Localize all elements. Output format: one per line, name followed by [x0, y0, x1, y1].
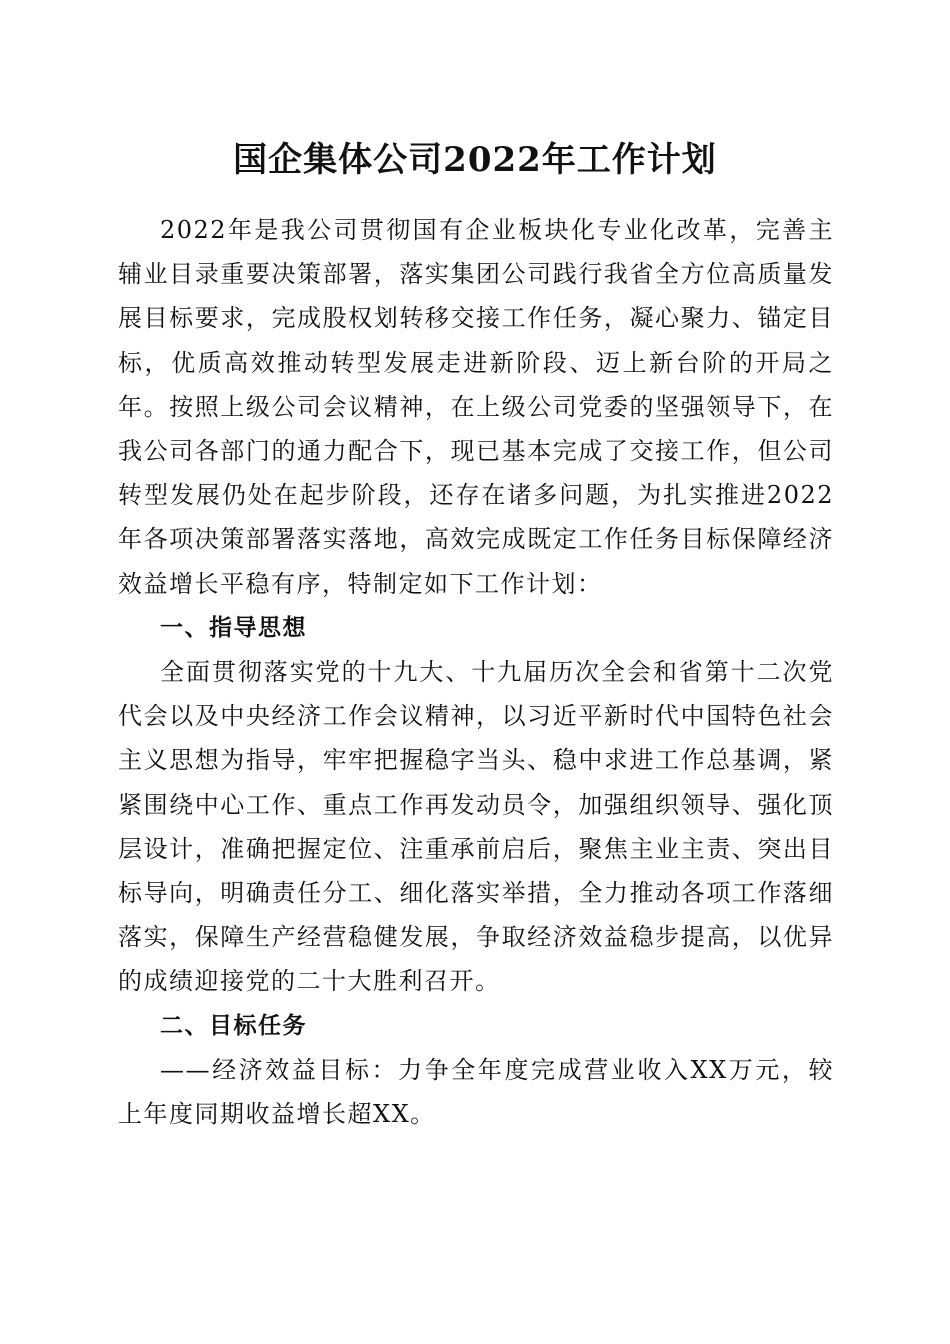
document-title: 国企集体公司2022年工作计划	[233, 140, 717, 180]
intro-paragraph: 2022年是我公司贯彻国有企业板块化专业化改革，完善主辅业目录重要决策部署，落实集团公司践行我省全方位高质量发展目标要求，完成股权划转移交接工作任务，凝心聚力、锚定目标，优质高效推动转型发展走进新阶段、迈上新台阶的开局之年。按照上级公司会议精神，在上级公司党委的坚强领导下，在我公司各部门的通力配合下，现已基本完成了交接工作，但公司转型发展仍处在起步阶段，还存在诸多问题，为扎实推进2022年各项决策部署落实落地，高效完成既定工作任务目标保障经济效益增长平稳有序，特制定如下工作计划：	[118, 216, 834, 598]
document-body	[118, 208, 834, 1136]
guiding-ideology-paragraph: 全面贯彻落实党的十九大、十九届历次全会和省第十二次党代会以及中央经济工作会议精神，以习近平新时代中国特色社会主义思想为指导，牢牢把握稳字当头、稳中求进工作总基调，紧紧围绕中心工作、重点工作再发动员令，加强组织领导、强化顶层设计，准确把握定位、注重承前启后，聚焦主业主责、突出目标导向，明确责任分工、细化落实举措，全力推动各项工作落细落实，保障生产经营稳健发展，争取经济效益稳步提高，以优异的成绩迎接党的二十大胜利召开。	[118, 658, 834, 996]
section-heading-goals-tasks: 二、目标任务	[160, 1012, 307, 1039]
section-heading-guiding-ideology: 一、指导思想	[160, 614, 307, 641]
economic-target-paragraph: ——经济效益目标：力争全年度完成营业收入XX万元，较上年度同期收益增长超XX。	[118, 1055, 834, 1129]
